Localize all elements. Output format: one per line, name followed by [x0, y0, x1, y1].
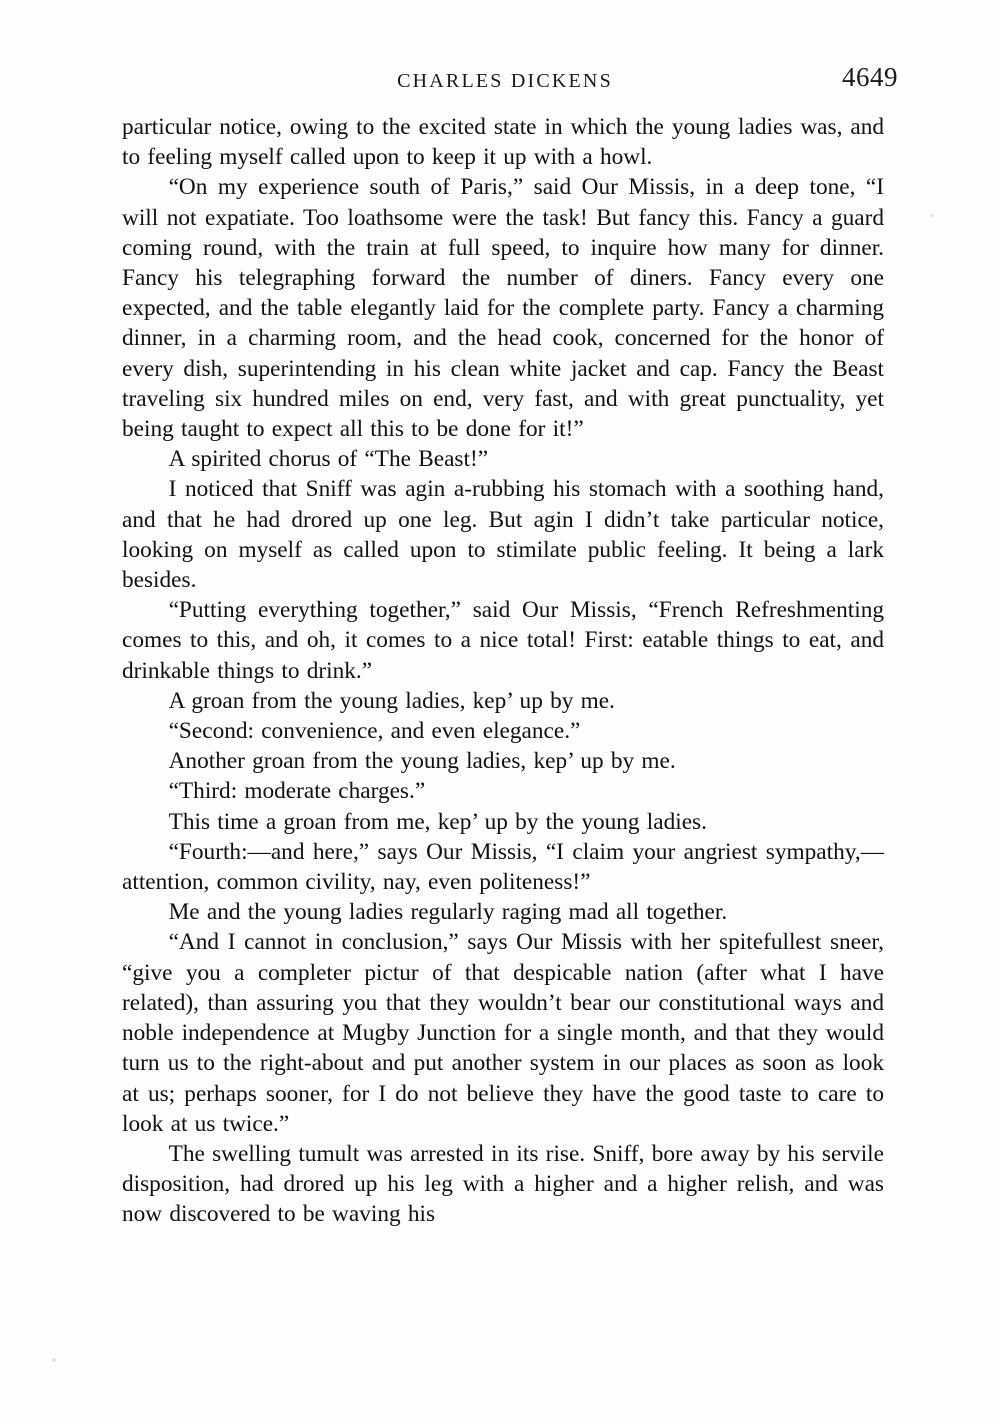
- paragraph: This time a groan from me, kep’ up by the young ladies.: [168, 808, 707, 835]
- paper-speck: [52, 1358, 56, 1362]
- paragraph: Another groan from the young ladies, kep’ up by me.: [168, 748, 676, 775]
- paper-speck: [930, 214, 933, 217]
- paragraph: “Putting everything together,” said Our Missis, “French Refreshmenting comes to this, and oh, it comes to a nice total! First: eatable things to eat, and drinkable things to drink.”: [122, 597, 884, 684]
- running-head: CHARLES DICKENS: [397, 70, 613, 92]
- paragraph: “Third: moderate charges.”: [168, 778, 426, 805]
- paragraph: particular notice, owing to the excited state in which the young ladies was, and to feeling myself called upon to keep it up with a howl.: [122, 114, 884, 171]
- paragraph: A spirited chorus of “The Beast!”: [168, 446, 489, 473]
- paragraph: I noticed that Sniff was agin a-rubbing his stomach with a soothing hand, and that he had drored up one leg. But agin I didn’t take particular notice, looking on myself as called upon to stimilate public feeling. It being a lark besides.: [122, 476, 884, 594]
- paragraph: The swelling tumult was arrested in its rise. Sniff, bore away by his servile disposition, had drored up his leg with a higher and a higher relish, and was now discovered to be waving his: [122, 1140, 884, 1228]
- page-body: [122, 112, 884, 1230]
- page-number: 4649: [842, 62, 898, 92]
- paragraph: Me and the young ladies regularly raging mad all together.: [168, 899, 728, 926]
- paragraph: A groan from the young ladies, kep’ up by me.: [168, 687, 615, 714]
- page-header: [120, 62, 898, 102]
- paragraph: “Fourth:—and here,” says Our Missis, “I claim your angriest sympathy,—attention, common civility, nay, even politeness!”: [122, 838, 884, 896]
- paragraph: “And I cannot in conclusion,” says Our Missis with her spitefullest sneer, “give you a completer pictur of that despicable nation (after what I have related), than assuring you that they wouldn’t bear our constitutional ways and noble independence at Mugby Junction for a single month, and that they would turn us to the right-about and put another system in our places as soon as look at us; perhaps sooner, for I do not believe they have the good taste to care to look at us twice.”: [122, 929, 884, 1137]
- paragraph: “On my experience south of Paris,” said Our Missis, in a deep tone, “I will not expatiate. Too loathsome were the task! But fancy this. Fancy a guard coming round, with the train at full speed, to inquire how many for dinner. Fancy his telegraphing forward the number of diners. Fancy every one expected, and the table elegantly laid for the complete party. Fancy a charming dinner, in a charming room, and the head cook, concerned for the honor of every dish, superintending in his clean white jacket and cap. Fancy the Beast traveling six hundred miles on end, very fast, and with great punctuality, yet being taught to expect all this to be done for it!”: [122, 174, 884, 443]
- paragraph: “Second: convenience, and even elegance.”: [168, 718, 581, 745]
